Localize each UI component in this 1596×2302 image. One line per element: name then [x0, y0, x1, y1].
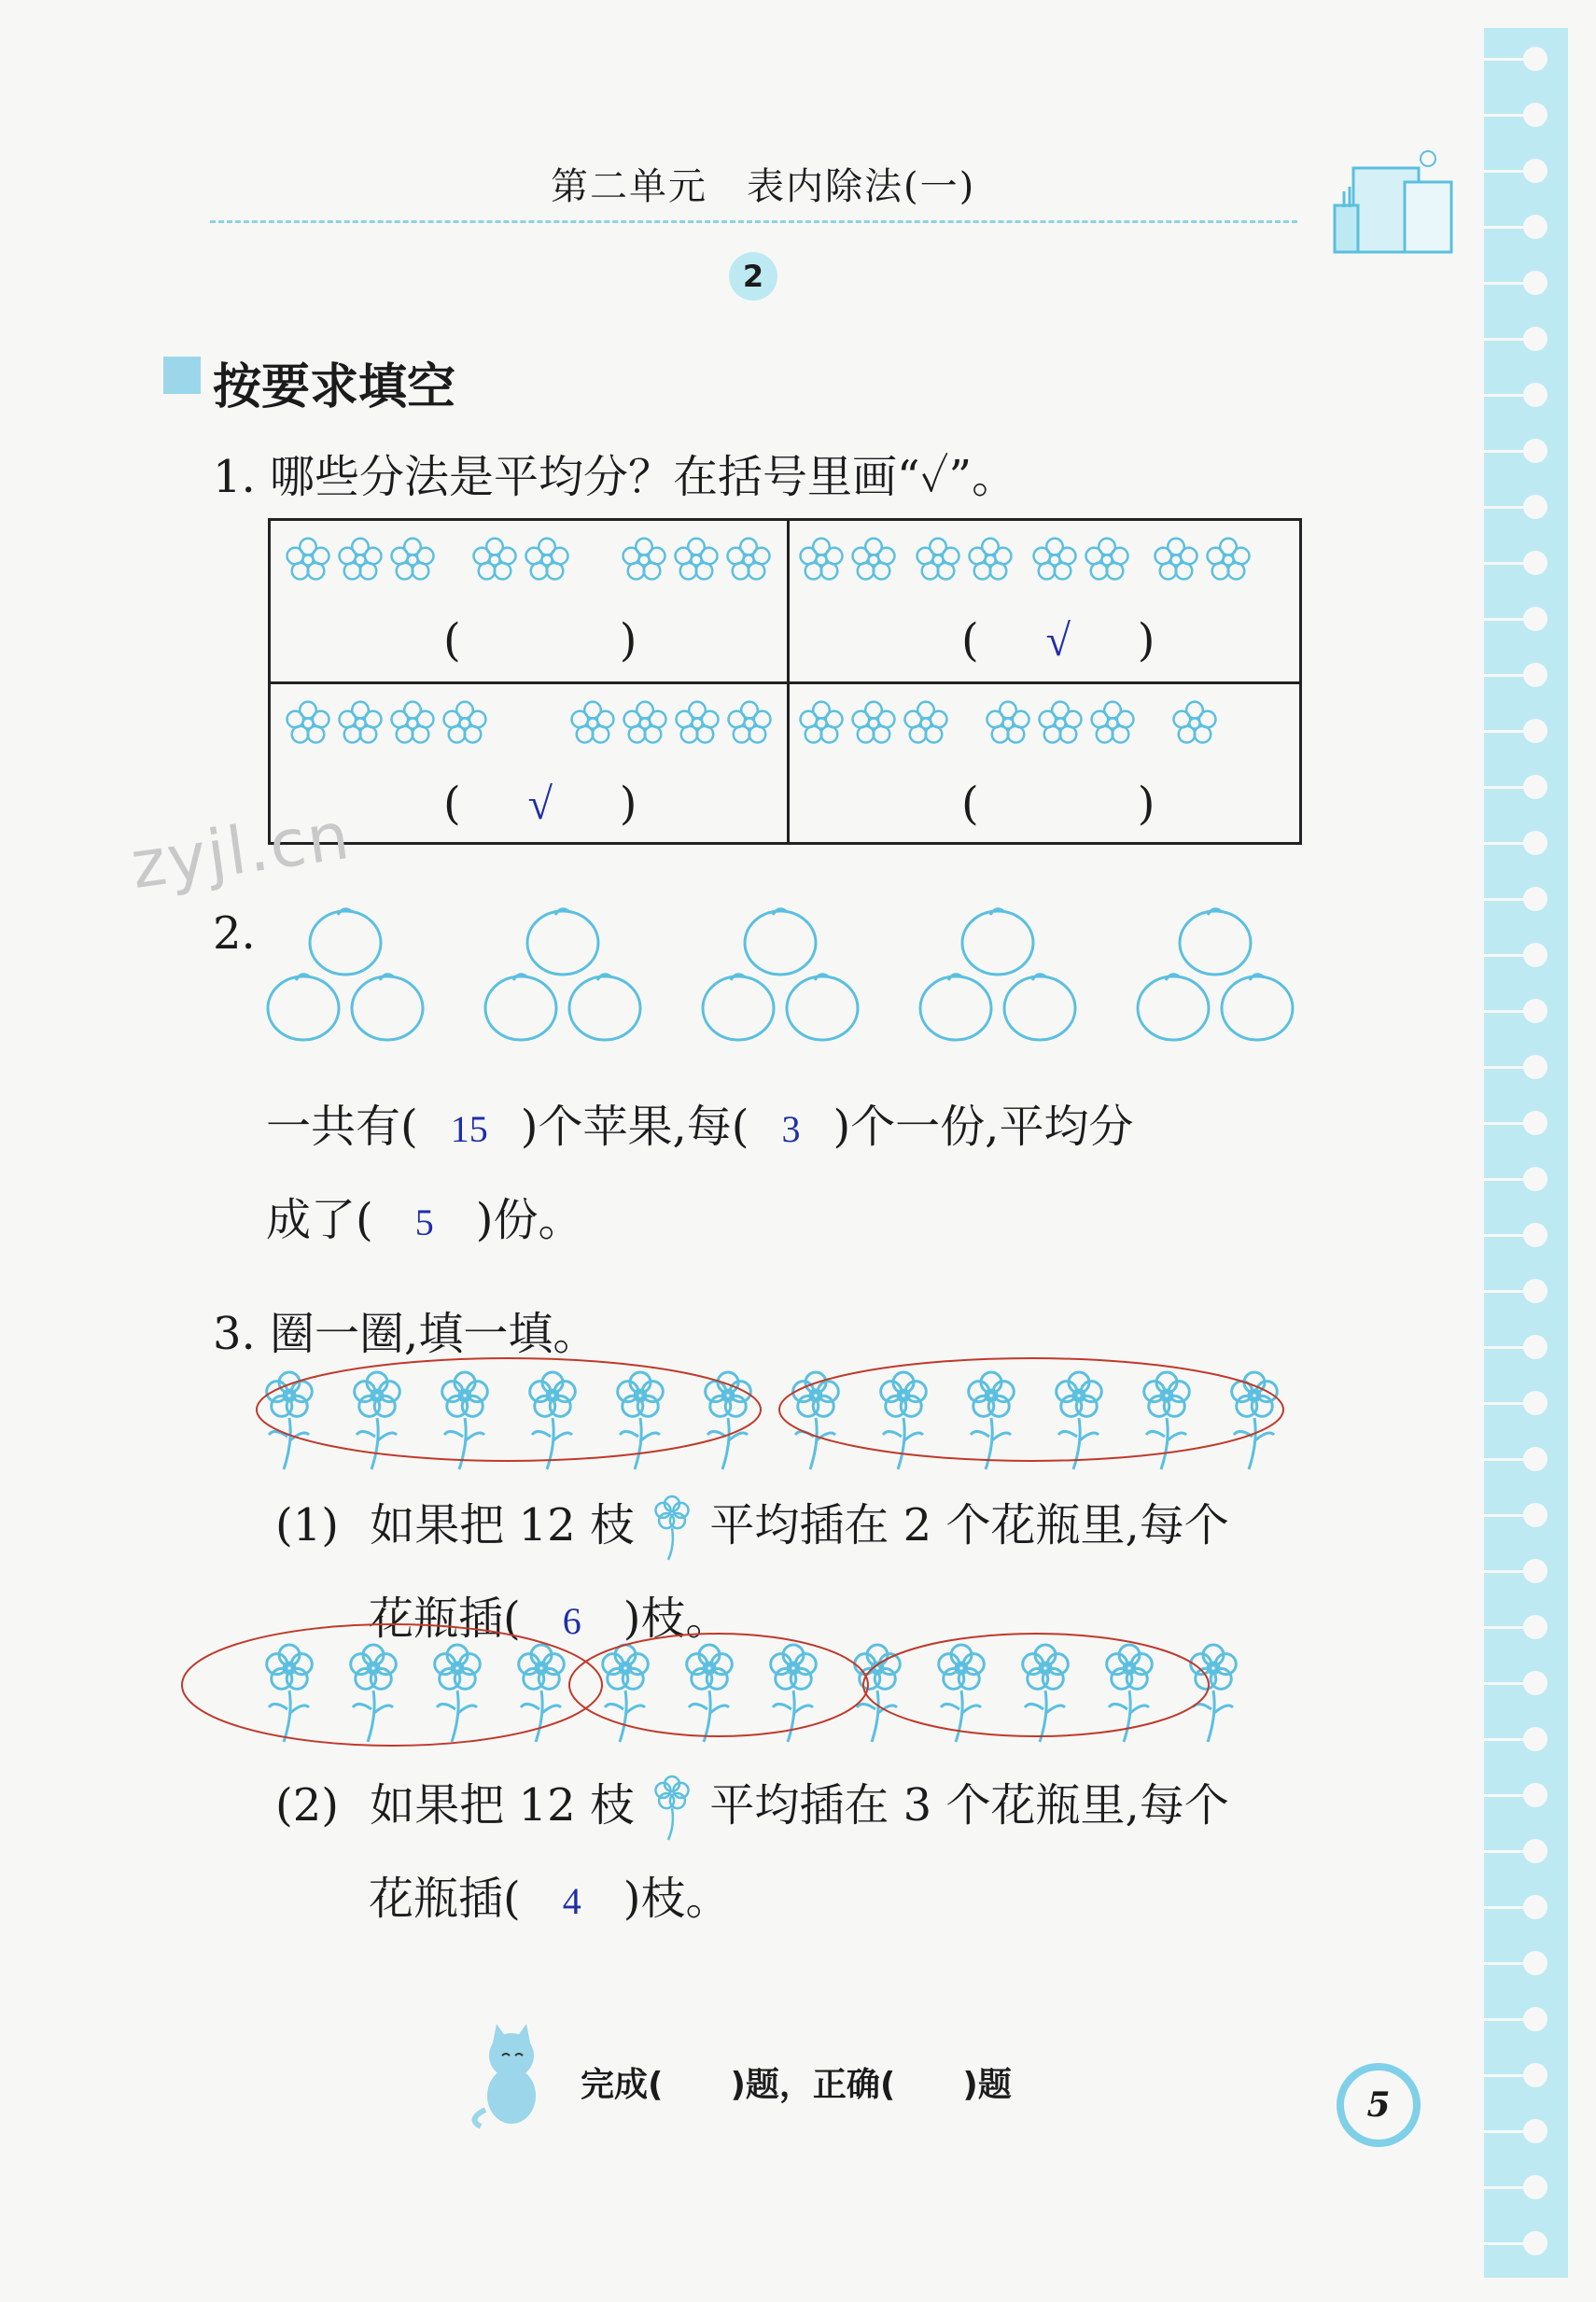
- unit-title: 第二单元 表内除法(一): [551, 165, 976, 208]
- q3-sub2-text-b: 平均插在 3 个花瓶里,每个: [709, 1779, 1229, 1832]
- answer-paren-2[interactable]: ( √ ): [961, 614, 1155, 667]
- q2-parts-answer[interactable]: 5: [414, 1201, 434, 1243]
- q3-sub2-prefix: (2): [275, 1779, 339, 1832]
- q3-sub1-text-a: 如果把 12 枝: [370, 1499, 635, 1551]
- watermark: zyjl.cn: [126, 796, 356, 905]
- q3-sub2-text-a: 如果把 12 枝: [370, 1779, 635, 1832]
- answer-3: √: [527, 779, 553, 829]
- answer-paren-4[interactable]: ( ): [961, 778, 1155, 830]
- answer-paren-3[interactable]: ( √ ): [443, 778, 637, 830]
- books-illustration-icon: [1316, 140, 1465, 271]
- q2-text-e: )份。: [475, 1194, 583, 1246]
- section-title: 按要求填空: [213, 359, 456, 415]
- division-table: [268, 518, 1302, 845]
- q2-total-answer[interactable]: 15: [450, 1108, 488, 1150]
- q3-sub1-text-b: 平均插在 2 个花瓶里,每个: [709, 1499, 1229, 1551]
- q2-text-c: )个一份,平均分: [833, 1101, 1134, 1153]
- q3-sub2-text-c: 花瓶插(: [369, 1873, 521, 1925]
- q3-sub1-text-c: 花瓶插(: [369, 1593, 521, 1645]
- q3-sub2-answer[interactable]: 4: [562, 1880, 581, 1922]
- q3-sub1-line-1: [275, 1489, 1229, 1562]
- cat-icon: [467, 2016, 551, 2128]
- question-3-title: 3. 圈一圈,填一填。: [213, 1308, 598, 1360]
- flower-icon: [649, 1496, 695, 1562]
- question-2-number: 2.: [213, 907, 256, 960]
- notebook-binding-strip: [1484, 28, 1568, 2278]
- lesson-number-badge: 2: [729, 252, 777, 301]
- q2-per-answer[interactable]: 3: [781, 1108, 801, 1150]
- answer-paren-1[interactable]: ( ): [443, 614, 637, 667]
- q2-text-d: 成了(: [266, 1194, 373, 1246]
- footer-score: 完成( )题，正确( )题: [581, 2066, 1012, 2104]
- flowers-row-2-icon: [182, 1629, 1321, 1760]
- flowers-row-1-icon: [252, 1358, 1307, 1480]
- q3-sub1-prefix: (1): [275, 1499, 339, 1551]
- page-number: 5: [1337, 2063, 1421, 2147]
- header-divider: [210, 220, 1297, 223]
- q2-text-a: 一共有(: [266, 1101, 418, 1153]
- question-2-line-2: [266, 1184, 582, 1248]
- q2-text-b: )个苹果,每(: [520, 1101, 749, 1153]
- answer-2: √: [1045, 616, 1071, 666]
- section-marker-icon: [163, 357, 201, 394]
- q3-sub2-text-d: )枝。: [623, 1873, 731, 1925]
- flower-icon: [649, 1776, 695, 1842]
- q3-sub1-text-d: )枝。: [623, 1593, 731, 1645]
- q3-sub2-line-2: [369, 1862, 730, 1927]
- q3-sub1-answer[interactable]: 6: [562, 1600, 581, 1642]
- apples-illustration-icon: [261, 896, 1307, 1055]
- question-1-text: 1. 哪些分法是平均分？在括号里画“✓”。: [213, 451, 1017, 503]
- question-2-line-1: [266, 1090, 1133, 1155]
- q3-sub2-line-1: [275, 1769, 1229, 1842]
